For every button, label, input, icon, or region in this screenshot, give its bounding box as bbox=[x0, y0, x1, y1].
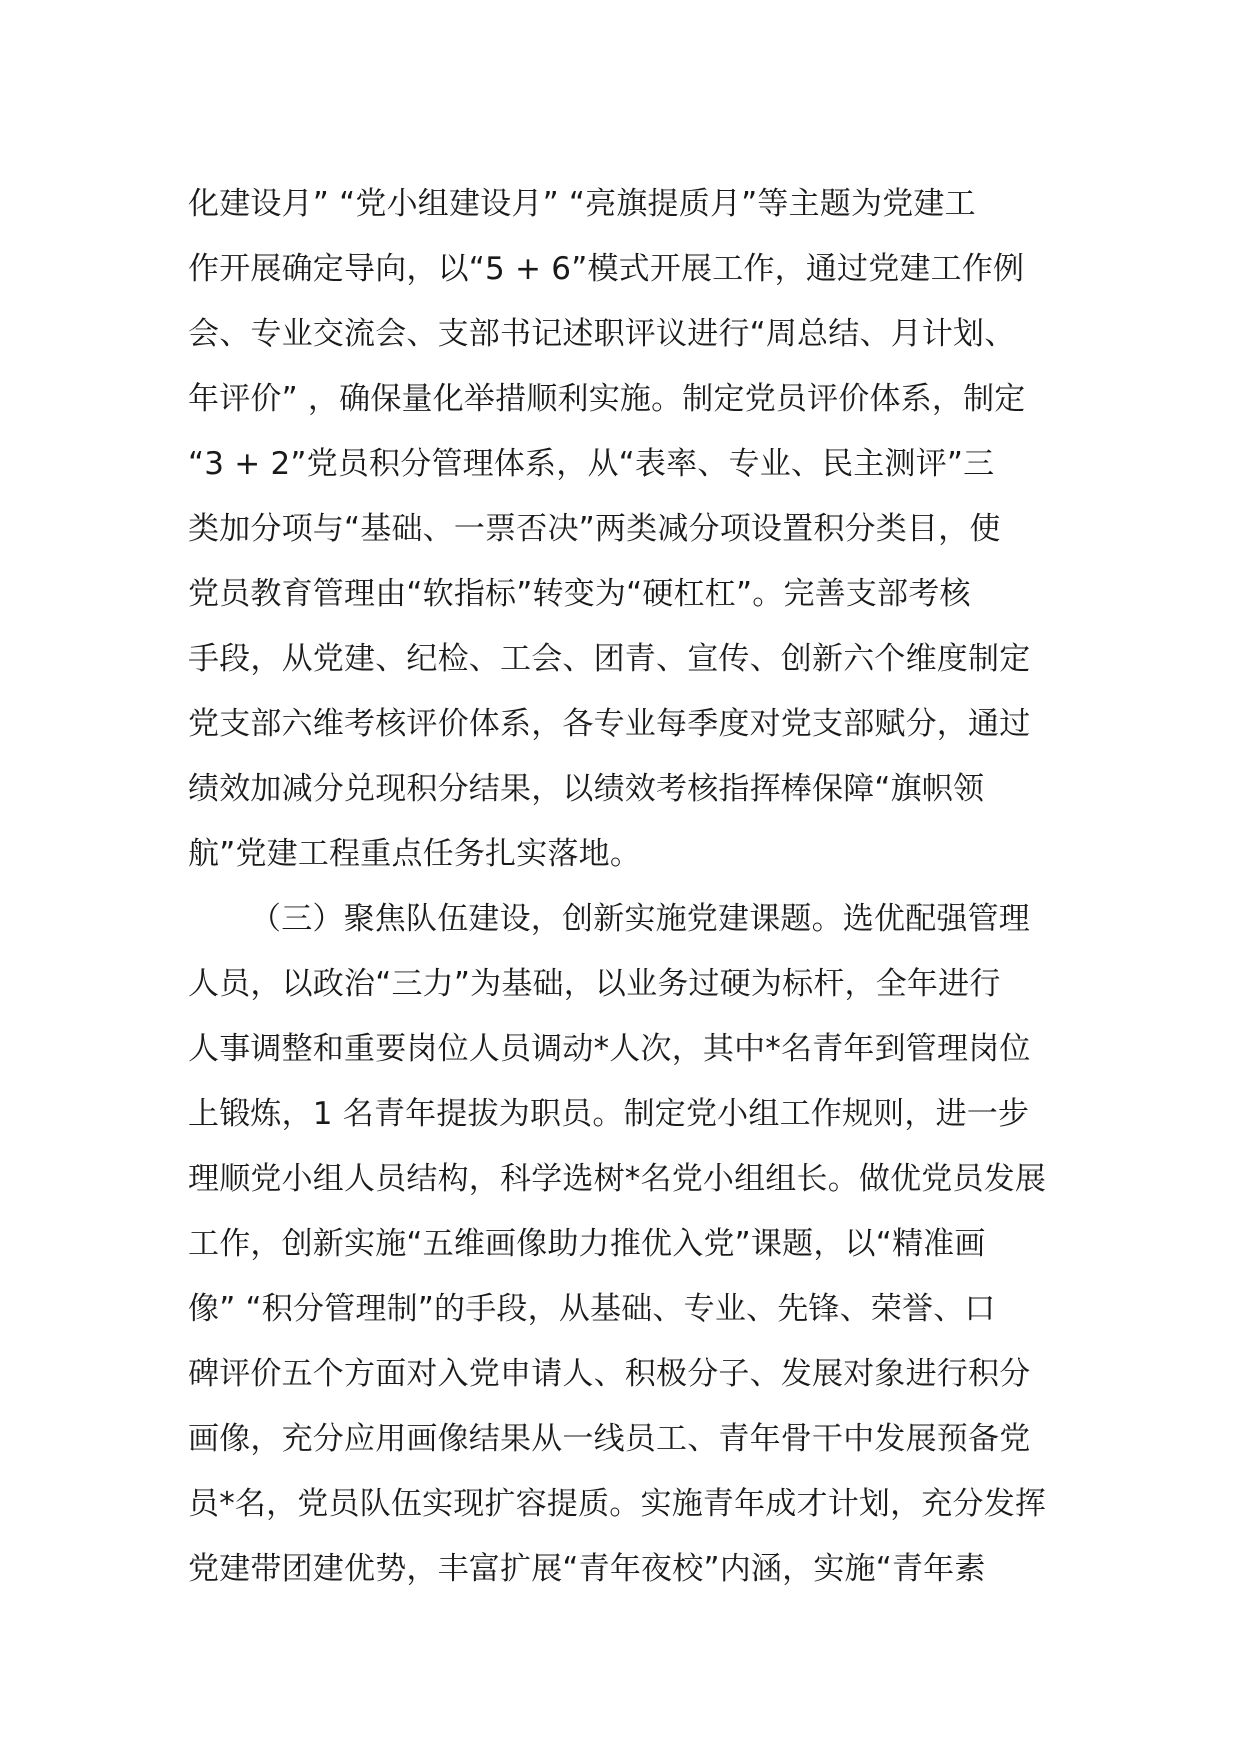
text-line: 党支部六维考核评价体系，各专业每季度对党支部赋分，通过 bbox=[188, 706, 1031, 742]
text-line: 会、专业交流会、支部书记述职评议进行“周总结、月计划、 bbox=[188, 316, 1016, 352]
text-line: 员*名，党员队伍实现扩容提质。实施青年成才计划，充分发挥 bbox=[188, 1486, 1047, 1522]
text-line: 人事调整和重要岗位人员调动*人次，其中*名青年到管理岗位 bbox=[188, 1031, 1031, 1067]
document-body bbox=[188, 172, 1068, 1602]
text-line: 类加分项与“基础、一票否决”两类减分项设置积分类目，使 bbox=[188, 511, 1001, 547]
text-line: 像” “积分管理制”的手段，从基础、专业、先锋、荣誉、口 bbox=[188, 1291, 996, 1327]
text-line: 人员，以政治“三力”为基础，以业务过硬为标杆，全年进行 bbox=[188, 966, 1001, 1002]
text-line: 党员教育管理由“软指标”转变为“硬杠杠”。完善支部考核 bbox=[188, 576, 971, 612]
text-line: 工作，创新实施“五维画像助力推优入党”课题，以“精准画 bbox=[188, 1226, 986, 1262]
text-line: 年评价” ，确保量化举措顺利实施。制定党员评价体系，制定 bbox=[188, 381, 1026, 417]
text-line: 化建设月” “党小组建设月” “亮旗提质月”等主题为党建工 bbox=[188, 186, 976, 222]
text-line: 党建带团建优势，丰富扩展“青年夜校”内涵，实施“青年素 bbox=[188, 1551, 986, 1587]
text-line: 上锻炼，1 名青年提拔为职员。制定党小组工作规则，进一步 bbox=[188, 1096, 1030, 1132]
text-line: 航”党建工程重点任务扎实落地。 bbox=[188, 836, 642, 872]
text-line: 画像，充分应用画像结果从一线员工、青年骨干中发展预备党 bbox=[188, 1421, 1031, 1457]
text-line: 绩效加减分兑现积分结果，以绩效考核指挥棒保障“旗帜领 bbox=[188, 771, 985, 807]
text-line: 碑评价五个方面对入党申请人、积极分子、发展对象进行积分 bbox=[188, 1356, 1031, 1392]
section-heading-line: （三）聚焦队伍建设，创新实施党建课题。选优配强管理 bbox=[250, 901, 1030, 937]
text-line: 手段，从党建、纪检、工会、团青、宣传、创新六个维度制定 bbox=[188, 641, 1031, 677]
text-line: 理顺党小组人员结构，科学选树*名党小组组长。做优党员发展 bbox=[188, 1161, 1047, 1197]
text-line: 作开展确定导向，以“5 + 6”模式开展工作，通过党建工作例 bbox=[188, 251, 1025, 287]
text-line: “3 + 2”党员积分管理体系，从“表率、专业、民主测评”三 bbox=[188, 446, 995, 482]
